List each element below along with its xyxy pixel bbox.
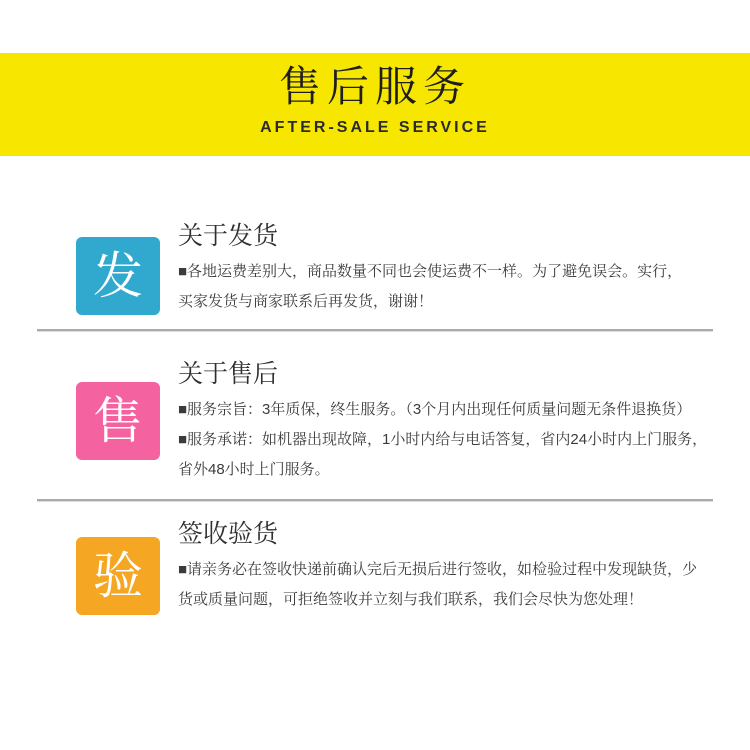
body-line: 货或质量问题，可拒绝签收并立刻与我们联系，我们会尽快为您处理！: [178, 591, 644, 608]
divider: [37, 329, 713, 332]
shipping-icon: [76, 237, 160, 315]
after-sale-icon: [76, 382, 160, 460]
section-shipping: [76, 222, 713, 317]
body-line: 买家发货与商家联系后再发货，谢谢！: [178, 293, 434, 310]
shipping-icon-char: 发: [93, 248, 143, 304]
after-sale-banner: [0, 53, 750, 156]
section-inspection: [76, 520, 713, 615]
section-body-after-sale: [178, 395, 713, 485]
body-line: ■服务宗旨：3年质保，终生服务。（3个月内出现任何质量问题无条件退换货）: [178, 401, 692, 418]
inspection-icon-char: 验: [93, 548, 143, 604]
banner-subtitle: AFTER-SALE SERVICE: [260, 119, 490, 136]
body-line: ■请亲务必在签收快递前确认完后无损后进行签收，如检验过程中发现缺货，少: [178, 561, 698, 578]
section-title-shipping: 关于发货: [178, 222, 279, 250]
section-title-after-sale: 关于售后: [178, 360, 279, 388]
banner-title: 售后服务: [278, 63, 471, 110]
section-title-inspection: 签收验货: [178, 520, 279, 548]
body-line: ■服务承诺：如机器出现故障，1小时内给与电话答复，省内24小时内上门服务，: [178, 431, 708, 448]
body-line: ■各地运费差别大，商品数量不同也会使运费不一样。为了避免误会。实行，: [178, 263, 683, 280]
section-body-shipping: [178, 257, 713, 317]
body-line: 省外48小时上门服务。: [178, 461, 330, 478]
inspection-icon: [76, 537, 160, 615]
after-sale-icon-char: 售: [93, 393, 143, 449]
section-body-inspection: [178, 555, 713, 615]
section-after-sale: [76, 360, 713, 485]
divider: [37, 499, 713, 502]
